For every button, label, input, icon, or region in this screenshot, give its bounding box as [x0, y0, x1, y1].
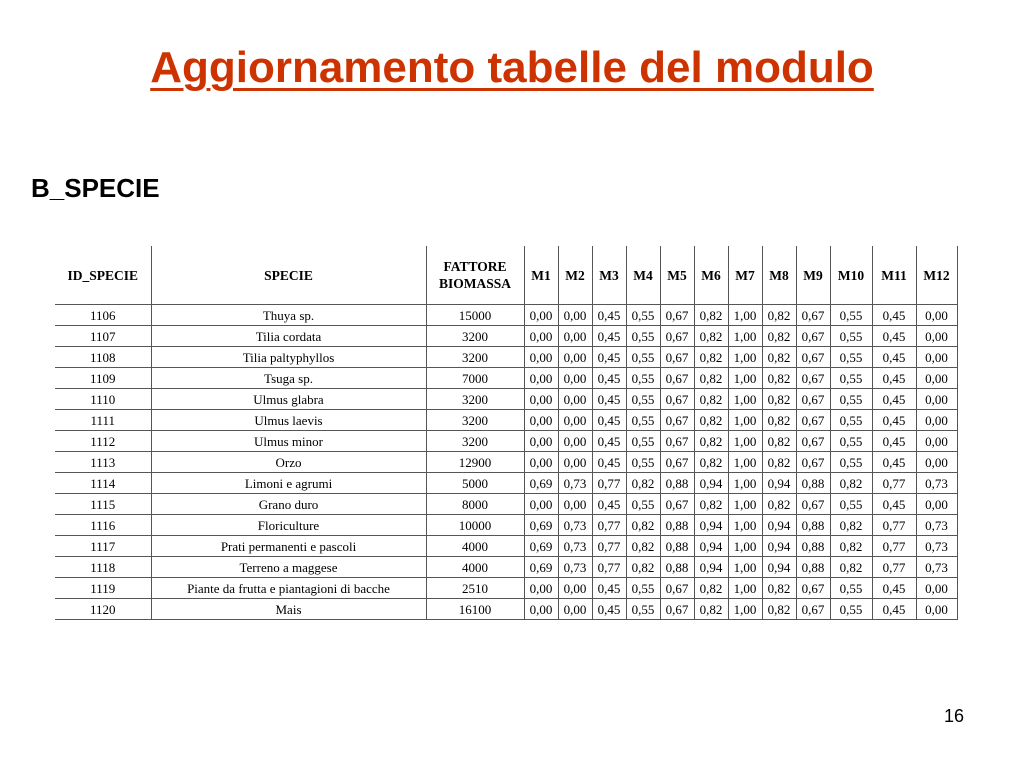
table-cell: 1,00: [728, 326, 762, 347]
table-cell: 0,67: [660, 599, 694, 620]
table-cell: 1,00: [728, 305, 762, 326]
table-cell: 0,55: [626, 326, 660, 347]
table-cell: 0,45: [872, 326, 916, 347]
table-cell: Ulmus laevis: [151, 410, 426, 431]
table-cell: 0,55: [626, 431, 660, 452]
table-cell: 0,88: [796, 473, 830, 494]
table-cell: 0,82: [694, 452, 728, 473]
table-cell: 0,00: [524, 326, 558, 347]
table-cell: 0,73: [558, 473, 592, 494]
table-body: [55, 305, 957, 620]
table-cell: 0,67: [660, 347, 694, 368]
table-cell: 0,77: [592, 515, 626, 536]
table-cell: 8000: [426, 494, 524, 515]
table-cell: 0,00: [916, 347, 957, 368]
table-cell: Ulmus glabra: [151, 389, 426, 410]
table-cell: Terreno a maggese: [151, 557, 426, 578]
table-cell: 0,00: [558, 494, 592, 515]
table-cell: 1117: [55, 536, 151, 557]
table-cell: 0,67: [796, 452, 830, 473]
table-cell: 0,82: [762, 599, 796, 620]
table-cell: 1116: [55, 515, 151, 536]
table-cell: 1,00: [728, 410, 762, 431]
table-cell: 1107: [55, 326, 151, 347]
table-cell: 1,00: [728, 347, 762, 368]
table-cell: 0,55: [626, 347, 660, 368]
table-cell: 0,45: [592, 452, 626, 473]
table-cell: 1120: [55, 599, 151, 620]
table-cell: 0,82: [626, 473, 660, 494]
table-cell: 0,67: [796, 578, 830, 599]
table-cell: 0,00: [524, 347, 558, 368]
table-cell: 0,00: [916, 389, 957, 410]
table-cell: 0,67: [660, 389, 694, 410]
table-cell: 0,82: [626, 536, 660, 557]
table-cell: 1112: [55, 431, 151, 452]
slide-title: Aggiornamento tabelle del modulo: [150, 43, 874, 92]
table-cell: 0,77: [872, 536, 916, 557]
table-cell: 1108: [55, 347, 151, 368]
table-cell: 0,55: [830, 326, 872, 347]
table-cell: 0,45: [872, 494, 916, 515]
table-cell: 1,00: [728, 515, 762, 536]
table-cell: Thuya sp.: [151, 305, 426, 326]
table-cell: 0,82: [762, 494, 796, 515]
table-cell: 0,94: [694, 515, 728, 536]
table-cell: 0,00: [524, 410, 558, 431]
table-cell: 0,88: [660, 536, 694, 557]
table-cell: 0,45: [592, 494, 626, 515]
table-cell: 0,67: [796, 326, 830, 347]
table-cell: 0,55: [830, 452, 872, 473]
table-cell: 0,77: [592, 557, 626, 578]
table-row: [55, 578, 957, 599]
table-cell: 0,00: [916, 494, 957, 515]
table-cell: 1,00: [728, 431, 762, 452]
table-cell: Grano duro: [151, 494, 426, 515]
table-cell: 0,00: [558, 347, 592, 368]
table-cell: 5000: [426, 473, 524, 494]
table-cell: Orzo: [151, 452, 426, 473]
table-cell: 0,67: [660, 494, 694, 515]
table-cell: 0,82: [762, 368, 796, 389]
table-cell: 0,94: [762, 515, 796, 536]
table-cell: 0,82: [626, 557, 660, 578]
table-cell: 0,55: [830, 347, 872, 368]
table-cell: 0,55: [626, 368, 660, 389]
table-cell: 0,94: [762, 557, 796, 578]
table-row: [55, 431, 957, 452]
table-cell: 0,67: [660, 452, 694, 473]
table-cell: 0,94: [694, 536, 728, 557]
table-cell: 0,88: [796, 557, 830, 578]
table-cell: 0,00: [524, 452, 558, 473]
table-cell: 0,55: [626, 452, 660, 473]
table-cell: 1118: [55, 557, 151, 578]
section-heading: B_SPECIE: [31, 173, 160, 203]
table-cell: Tsuga sp.: [151, 368, 426, 389]
table-cell: 0,55: [626, 389, 660, 410]
table-cell: 1,00: [728, 599, 762, 620]
table-cell: 1,00: [728, 578, 762, 599]
table-row: [55, 473, 957, 494]
table-cell: 3200: [426, 389, 524, 410]
table-cell: 4000: [426, 536, 524, 557]
table-cell: 0,45: [872, 305, 916, 326]
table-cell: 0,67: [796, 389, 830, 410]
table-cell: 0,55: [626, 578, 660, 599]
table-cell: 0,00: [524, 578, 558, 599]
table-cell: 10000: [426, 515, 524, 536]
table-cell: 0,88: [660, 515, 694, 536]
table-cell: 0,00: [524, 305, 558, 326]
table-cell: Floriculture: [151, 515, 426, 536]
table-cell: Piante da frutta e piantagioni di bacche: [151, 578, 426, 599]
table-header-row: [55, 246, 957, 305]
table-cell: 0,67: [796, 494, 830, 515]
table-cell: 0,00: [558, 389, 592, 410]
table-cell: 0,88: [660, 473, 694, 494]
table-cell: 0,73: [558, 536, 592, 557]
table-cell: 16100: [426, 599, 524, 620]
table-cell: 0,77: [592, 536, 626, 557]
table-cell: 7000: [426, 368, 524, 389]
table-cell: 3200: [426, 410, 524, 431]
column-header-m4: M4: [626, 246, 660, 305]
table-cell: 0,45: [872, 368, 916, 389]
table-cell: 0,00: [524, 389, 558, 410]
table-cell: 12900: [426, 452, 524, 473]
table-cell: 0,00: [916, 578, 957, 599]
table-cell: 0,45: [872, 578, 916, 599]
table-cell: 0,67: [796, 599, 830, 620]
table-cell: 0,82: [694, 494, 728, 515]
table-cell: 0,55: [830, 494, 872, 515]
table-cell: 0,94: [694, 473, 728, 494]
table-container: [55, 246, 958, 620]
column-header-m7: M7: [728, 246, 762, 305]
table-cell: 0,00: [558, 326, 592, 347]
table-cell: 0,55: [830, 389, 872, 410]
table-cell: 0,55: [830, 410, 872, 431]
table-cell: 0,55: [626, 305, 660, 326]
table-cell: 0,55: [626, 599, 660, 620]
table-cell: 0,73: [916, 557, 957, 578]
table-cell: 0,69: [524, 536, 558, 557]
table-cell: 0,00: [916, 431, 957, 452]
table-cell: 0,88: [660, 557, 694, 578]
table-cell: 0,45: [872, 389, 916, 410]
table-cell: 0,45: [592, 368, 626, 389]
table-cell: 0,82: [762, 431, 796, 452]
table-cell: 0,82: [762, 410, 796, 431]
table-cell: 2510: [426, 578, 524, 599]
column-header-m5: M5: [660, 246, 694, 305]
table-cell: 0,45: [592, 599, 626, 620]
table-cell: 0,45: [872, 599, 916, 620]
table-cell: 1,00: [728, 368, 762, 389]
column-header-specie: SPECIE: [151, 246, 426, 305]
table-cell: Prati permanenti e pascoli: [151, 536, 426, 557]
table-cell: 0,45: [872, 431, 916, 452]
table-cell: 1,00: [728, 494, 762, 515]
table-cell: 0,73: [558, 515, 592, 536]
table-cell: 0,77: [592, 473, 626, 494]
table-cell: 0,00: [558, 305, 592, 326]
column-header-m8: M8: [762, 246, 796, 305]
table-cell: 0,82: [830, 473, 872, 494]
table-cell: 0,67: [796, 305, 830, 326]
table-cell: 0,55: [830, 431, 872, 452]
table-cell: 1,00: [728, 473, 762, 494]
table-cell: 0,00: [916, 599, 957, 620]
table-cell: 1110: [55, 389, 151, 410]
table-cell: 0,82: [830, 536, 872, 557]
table-cell: 0,67: [660, 410, 694, 431]
table-cell: 0,82: [694, 368, 728, 389]
column-header-m12: M12: [916, 246, 957, 305]
table-cell: 0,00: [916, 326, 957, 347]
table-cell: 0,94: [762, 536, 796, 557]
table-cell: 1,00: [728, 452, 762, 473]
table-cell: 0,55: [830, 368, 872, 389]
table-cell: 0,67: [660, 305, 694, 326]
table-cell: 0,77: [872, 557, 916, 578]
table-row: [55, 305, 957, 326]
table-cell: 0,82: [762, 452, 796, 473]
table-cell: 1115: [55, 494, 151, 515]
table-cell: 0,77: [872, 515, 916, 536]
table-cell: 0,88: [796, 536, 830, 557]
table-cell: 0,82: [694, 389, 728, 410]
table-row: [55, 599, 957, 620]
table-cell: 1114: [55, 473, 151, 494]
table-cell: 0,82: [762, 389, 796, 410]
table-cell: 0,00: [558, 431, 592, 452]
table-cell: 0,55: [830, 599, 872, 620]
column-header-m6: M6: [694, 246, 728, 305]
table-cell: 1111: [55, 410, 151, 431]
table-cell: 0,00: [558, 599, 592, 620]
table-cell: 0,69: [524, 515, 558, 536]
table-cell: 0,69: [524, 473, 558, 494]
table-cell: 0,00: [916, 368, 957, 389]
table-cell: 0,45: [592, 431, 626, 452]
table-cell: 0,55: [626, 410, 660, 431]
table-cell: 0,82: [694, 431, 728, 452]
table-row: [55, 326, 957, 347]
table-cell: 0,45: [592, 410, 626, 431]
page-number: 16: [943, 706, 964, 726]
table-row: [55, 368, 957, 389]
table-row: [55, 347, 957, 368]
column-header-m10: M10: [830, 246, 872, 305]
table-cell: 0,45: [592, 347, 626, 368]
table-cell: 0,94: [762, 473, 796, 494]
table-cell: 0,82: [762, 578, 796, 599]
table-cell: 0,73: [558, 557, 592, 578]
column-header-m2: M2: [558, 246, 592, 305]
table-cell: 0,82: [762, 347, 796, 368]
table-cell: 0,82: [694, 578, 728, 599]
table-cell: 0,67: [796, 431, 830, 452]
table-cell: 0,00: [558, 410, 592, 431]
table-row: [55, 515, 957, 536]
table-cell: 0,00: [524, 599, 558, 620]
table-cell: 0,67: [660, 431, 694, 452]
table-cell: 1119: [55, 578, 151, 599]
table-cell: 0,67: [796, 347, 830, 368]
table-cell: 0,82: [830, 557, 872, 578]
table-cell: 0,45: [872, 452, 916, 473]
table-cell: 0,00: [558, 578, 592, 599]
table-row: [55, 557, 957, 578]
table-cell: 3200: [426, 326, 524, 347]
table-cell: 0,45: [872, 410, 916, 431]
table-cell: 0,82: [830, 515, 872, 536]
table-cell: Mais: [151, 599, 426, 620]
table-cell: 0,55: [830, 578, 872, 599]
table-cell: Limoni e agrumi: [151, 473, 426, 494]
table-cell: 0,82: [694, 410, 728, 431]
table-row: [55, 410, 957, 431]
table-cell: 15000: [426, 305, 524, 326]
table-cell: 0,45: [872, 347, 916, 368]
column-header-m9: M9: [796, 246, 830, 305]
table-cell: 0,67: [796, 368, 830, 389]
column-header-id-specie: ID_SPECIE: [55, 246, 151, 305]
table-cell: 0,00: [916, 305, 957, 326]
table-cell: 0,45: [592, 326, 626, 347]
table-cell: Tilia cordata: [151, 326, 426, 347]
column-header-m1: M1: [524, 246, 558, 305]
table-cell: 1,00: [728, 557, 762, 578]
table-cell: 1,00: [728, 389, 762, 410]
table-cell: 1109: [55, 368, 151, 389]
table-row: [55, 389, 957, 410]
table-cell: Ulmus minor: [151, 431, 426, 452]
table-cell: 0,55: [626, 494, 660, 515]
table-cell: 0,67: [796, 410, 830, 431]
table-cell: 1,00: [728, 536, 762, 557]
table-cell: 0,45: [592, 389, 626, 410]
table-row: [55, 536, 957, 557]
table-cell: 0,00: [524, 494, 558, 515]
column-header-m11: M11: [872, 246, 916, 305]
table-cell: Tilia paltyphyllos: [151, 347, 426, 368]
table-row: [55, 452, 957, 473]
table-cell: 0,77: [872, 473, 916, 494]
table-cell: 3200: [426, 431, 524, 452]
table-cell: 0,82: [694, 326, 728, 347]
table-cell: 0,73: [916, 536, 957, 557]
species-table: [55, 246, 958, 620]
table-cell: 0,82: [694, 599, 728, 620]
table-cell: 0,00: [916, 452, 957, 473]
table-cell: 0,73: [916, 515, 957, 536]
table-cell: 0,55: [830, 305, 872, 326]
table-cell: 0,00: [916, 410, 957, 431]
table-cell: 0,67: [660, 578, 694, 599]
table-cell: 0,67: [660, 368, 694, 389]
table-cell: 0,82: [762, 326, 796, 347]
table-cell: 0,73: [916, 473, 957, 494]
table-cell: 0,67: [660, 326, 694, 347]
table-cell: 3200: [426, 347, 524, 368]
table-cell: 0,88: [796, 515, 830, 536]
column-header-fattore-biomassa: FATTORE BIOMASSA: [426, 246, 524, 305]
table-cell: 0,82: [626, 515, 660, 536]
table-cell: 0,82: [762, 305, 796, 326]
table-cell: 0,00: [524, 431, 558, 452]
table-cell: 0,82: [694, 305, 728, 326]
table-row: [55, 494, 957, 515]
table-cell: 0,94: [694, 557, 728, 578]
table-cell: 1106: [55, 305, 151, 326]
table-cell: 0,00: [524, 368, 558, 389]
column-header-m3: M3: [592, 246, 626, 305]
table-cell: 0,45: [592, 305, 626, 326]
table-cell: 0,45: [592, 578, 626, 599]
table-cell: 0,00: [558, 368, 592, 389]
table-cell: 0,69: [524, 557, 558, 578]
table-cell: 4000: [426, 557, 524, 578]
table-cell: 0,00: [558, 452, 592, 473]
table-cell: 1113: [55, 452, 151, 473]
table-cell: 0,82: [694, 347, 728, 368]
